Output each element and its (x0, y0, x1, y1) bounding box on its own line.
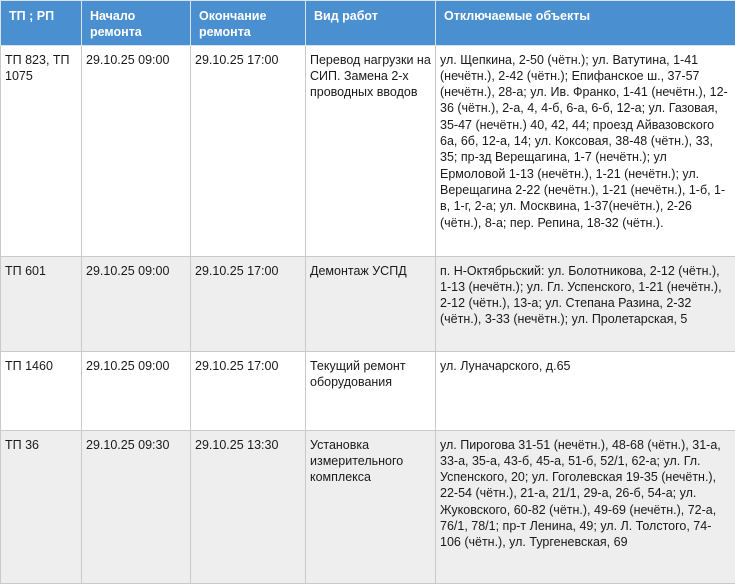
cell-end: 29.10.25 17:00 (191, 256, 306, 351)
cell-tp: ТП 1460 (1, 351, 82, 430)
table-row (1, 430, 735, 583)
cell-start: 29.10.25 09:00 (82, 351, 191, 430)
cell-objects: ул. Пирогова 31-51 (нечётн.), 48-68 (чётн.), 31-а, 33-а, 35-а, 43-б, 45-а, 51-б, 52/1, 62-а; ул. Гл. Успенского, 20; ул. Гоголевская 19-35 (нечётн.), 22-54 (чётн.), 21-а, 21/1, 29-а, 26-б, 54-а; ул. Жуковского, 60-82 (чётн.), 49-69 (нечётн.), 72-а, 76/1, 78/1; пр-т Ленина, 49; ул. Л. Толстого, 74-106 (чётн.), ул. Тургеневская, 69 (436, 430, 735, 583)
cell-objects: ул. Щепкина, 2-50 (чётн.); ул. Ватутина, 1-41 (нечётн.), 2-42 (чётн.); Епифанское ш., 37-57 (нечётн.), 28-а; ул. Ив. Франко, 1-41 (нечётн.), 12-36 (чётн.), 2-а, 4, 4-б, 6-а, 6-б, 12-а; ул. Газовая, 35-47 (нечётн.) 40, 42, 44; проезд Айвазовского 6а, 6б, 12-а, 14; ул. Коксовая, 38-48 (чётн.), 33, 35; пр-зд Верещагина, 1-7 (нечётн.); ул Ермоловой 1-13 (нечётн.), 1-21 (нечётн.); ул. Верещагина 2-22 (нечётн.), 1-21 (нечётн.), 1-б, 1-в, 1-г, 2-а; ул. Москвина, 1-37(нечётн.), 2-26 (чётн.), 8-а; пер. Репина, 18-32 (чётн.). (436, 45, 735, 256)
column-header-objects: Отключаемые объекты (436, 1, 735, 46)
cell-end: 29.10.25 17:00 (191, 45, 306, 256)
table-header-row (1, 1, 735, 46)
cell-tp: ТП 36 (1, 430, 82, 583)
cell-start: 29.10.25 09:00 (82, 45, 191, 256)
cell-work: Установка измерительного комплекса (306, 430, 436, 583)
table-row (1, 45, 735, 256)
cell-tp: ТП 601 (1, 256, 82, 351)
column-header-end: Окончание ремонта (191, 1, 306, 46)
cell-work: Текущий ремонт оборудования (306, 351, 436, 430)
cell-tp: ТП 823, ТП 1075 (1, 45, 82, 256)
cell-work: Перевод нагрузки на СИП. Замена 2-х проводных вводов (306, 45, 436, 256)
column-header-start: Начало ремонта (82, 1, 191, 46)
table-row (1, 351, 735, 430)
column-header-work: Вид работ (306, 1, 436, 46)
cell-start: 29.10.25 09:00 (82, 256, 191, 351)
cell-objects: п. Н-Октябрьский: ул. Болотникова, 2-12 (чётн.), 1-13 (нечётн.); ул. Гл. Успенского, 1-21 (нечётн.), 2-12 (чётн.), 13-а; ул. Степана Разина, 2-32 (чётн.), 3-33 (нечётн.); ул. Пролетарская, 5 (436, 256, 735, 351)
cell-end: 29.10.25 13:30 (191, 430, 306, 583)
table-row (1, 256, 735, 351)
column-header-tp: ТП ; РП (1, 1, 82, 46)
cell-work: Демонтаж УСПД (306, 256, 436, 351)
cell-start: 29.10.25 09:30 (82, 430, 191, 583)
cell-end: 29.10.25 17:00 (191, 351, 306, 430)
cell-objects: ул. Луначарского, д.65 (436, 351, 735, 430)
